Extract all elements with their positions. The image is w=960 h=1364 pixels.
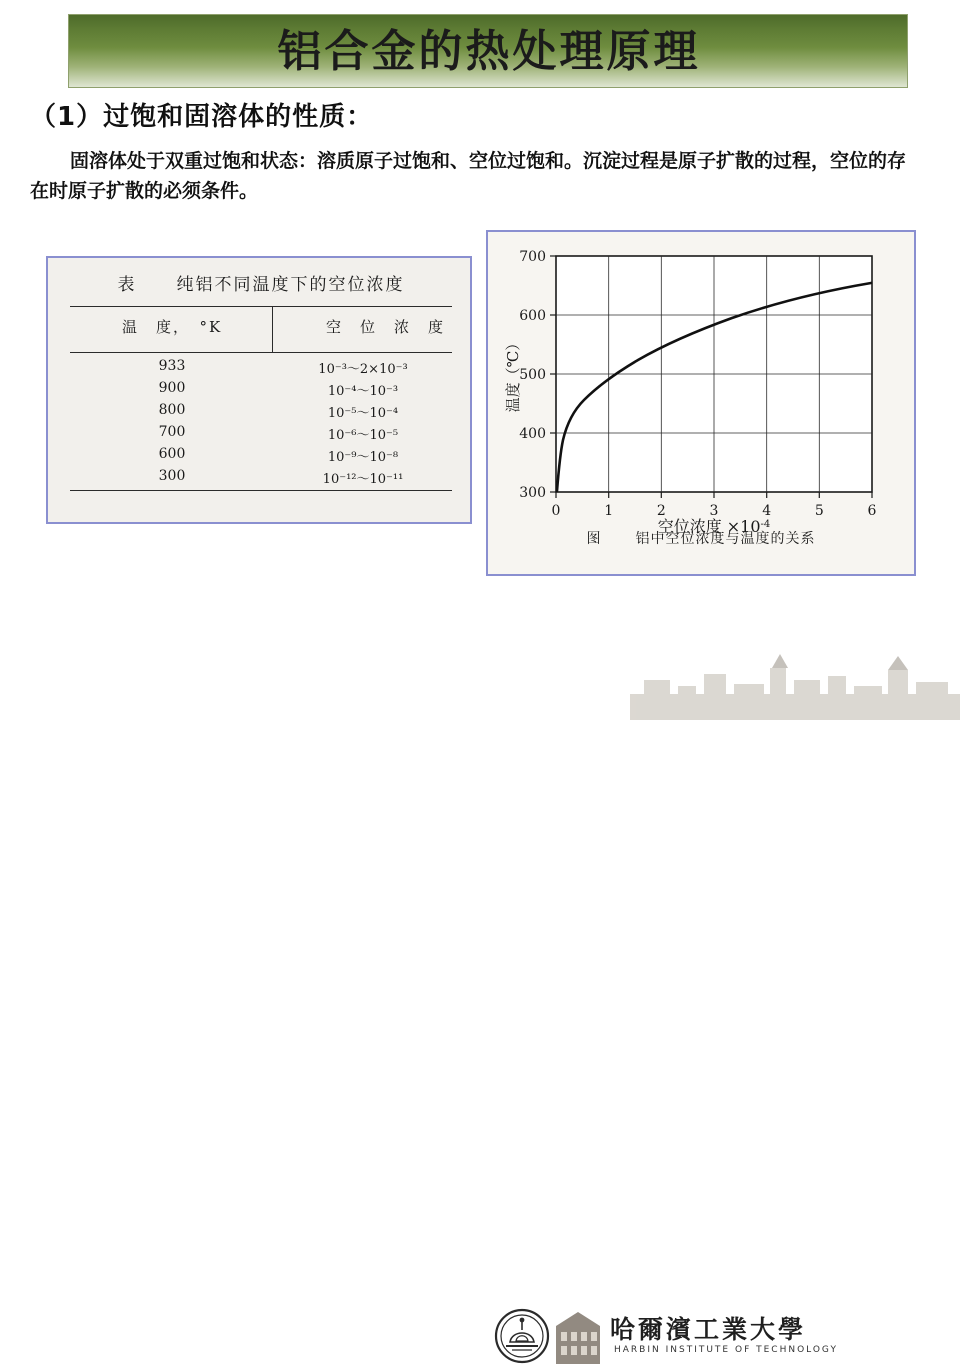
table-rule-header	[70, 352, 452, 353]
y-tick-label: 500	[519, 367, 546, 383]
chart-figure-label: 图	[586, 531, 602, 547]
x-tick-label: 2	[656, 503, 666, 519]
chart-svg	[488, 232, 914, 574]
cell-temperature: 300	[158, 468, 186, 484]
body-paragraph: 固溶体处于双重过饱和状态：溶质原子过饱和、空位过饱和。沉淀过程是原子扩散的过程，空位的存在时原子扩散的必须条件。	[30, 150, 907, 202]
university-crest-icon	[494, 1308, 550, 1364]
table-row	[70, 424, 452, 446]
cell-temperature: 933	[158, 358, 186, 374]
table-row	[70, 468, 452, 490]
cell-concentration: 10⁻³～2×10⁻³	[318, 362, 408, 377]
table-body	[70, 358, 452, 490]
table-column-divider	[272, 306, 273, 352]
university-name-en: HARBIN INSTITUTE OF TECHNOLOGY	[614, 1345, 838, 1355]
slide-footer	[0, 648, 960, 1355]
x-tick-label: 6	[867, 503, 877, 519]
table-rule-top	[70, 306, 452, 307]
cell-concentration: 10⁻⁴～10⁻³	[327, 384, 399, 399]
table-row	[70, 358, 452, 380]
cell-temperature: 600	[158, 446, 186, 462]
y-axis-label: 温度（℃）	[504, 335, 522, 413]
y-tick-label: 300	[519, 485, 546, 501]
table-row	[70, 402, 452, 424]
table-title	[48, 270, 474, 295]
campus-building-icon	[552, 1310, 604, 1364]
y-tick-label: 700	[519, 249, 546, 265]
table-header-concentration: 空 位 浓 度	[326, 318, 446, 336]
x-tick-label: 3	[709, 503, 719, 519]
table-row	[70, 380, 452, 402]
table-row	[70, 446, 452, 468]
table-header-temperature: 温 度， °K	[122, 318, 223, 336]
table-rule-bottom	[70, 490, 452, 491]
chart-caption	[488, 528, 914, 548]
cell-concentration: 10⁻⁵～10⁻⁴	[327, 406, 399, 421]
section-heading: （1）过饱和固溶体的性质：	[30, 102, 374, 132]
x-tick-label: 4	[762, 503, 772, 519]
cell-concentration: 10⁻¹²～10⁻¹¹	[322, 472, 404, 487]
y-tick-label: 600	[519, 308, 546, 324]
slide-title-banner	[68, 14, 908, 88]
cell-temperature: 900	[158, 380, 186, 396]
cell-concentration: 10⁻⁹～10⁻⁸	[327, 450, 399, 465]
vacancy-concentration-table	[46, 256, 472, 524]
cell-temperature: 800	[158, 402, 186, 418]
x-axis-label: 空位浓度 $\times 10^{-4}$	[657, 517, 771, 536]
cell-concentration: 10⁻⁶～10⁻⁵	[327, 428, 399, 443]
table-label: 表	[117, 275, 137, 295]
x-tick-label: 0	[551, 503, 561, 519]
chart-caption-text: 铝中空位浓度与温度的关系	[635, 531, 816, 547]
university-name-cn: 哈爾濱工業大學	[610, 1315, 807, 1344]
table-title-text: 纯铝不同温度下的空位浓度	[176, 275, 405, 295]
x-tick-label: 5	[814, 503, 824, 519]
x-tick-label: 1	[604, 503, 614, 519]
vacancy-temperature-chart	[486, 230, 916, 576]
cell-temperature: 700	[158, 424, 186, 440]
skyline-graphic	[630, 650, 960, 720]
y-tick-label: 400	[519, 426, 546, 442]
page-title: 铝合金的热处理原理	[277, 26, 701, 77]
